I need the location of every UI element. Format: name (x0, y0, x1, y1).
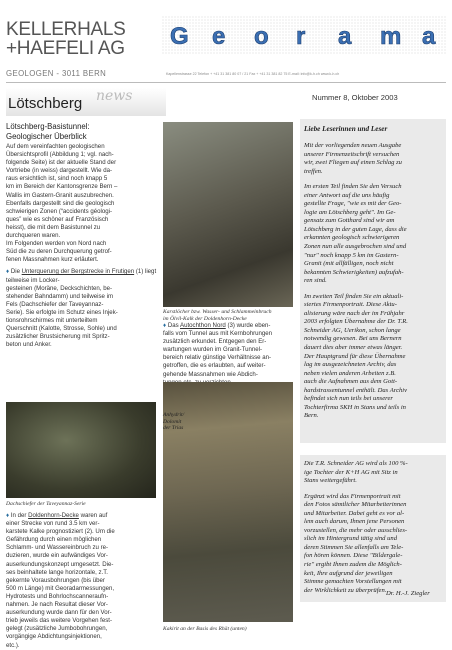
editorial-line: 2003 erfolgten Übernahme der Dr. T.R. (304, 318, 408, 326)
body-line: duzieren, wurde ein aufwändiges Vor- (6, 552, 108, 560)
editorial-line: alisierung wäre nach der im Frühjahr (304, 309, 405, 317)
body-line: trieb jeweils das weitere Vorgehen fest- (6, 617, 113, 625)
contact-line: Kapellenstrasse 22 Telefon + +41 31 381 80 07 / 21 Fax + +41 31 381 82 75 E-mail: info@k-h.ch www.k-h.ch (166, 72, 340, 76)
logo-letter: a (338, 23, 352, 50)
body-line: Serie). Sie erfolgte im Schutz eines Injek- (6, 308, 118, 316)
editorial-line: befindet sich nun teils bei unserer (304, 395, 393, 403)
article-col-left-bottom (6, 512, 158, 650)
logo-letter: G (170, 23, 189, 50)
issue-number: Nummer 8, Oktober 2003 (312, 93, 398, 102)
body-line: Wallis im Gastern-Granit auszubrechen. (6, 191, 114, 199)
body-line: gesteinen (Moräne, Deckschichten, be- (6, 284, 113, 292)
editorial-greeting: Liebe Leserinnen und Leser (304, 125, 388, 133)
editorial-line: hardstrassentunnel enthält. Das Archiv (304, 386, 408, 394)
body-line: gekernte Vorausbohrungen (bis über (6, 576, 105, 584)
paragraph-gap (304, 286, 444, 293)
editorial-line: Der Hauptgrund für diese Übernahme (304, 352, 406, 360)
newsletter-title: Lötschberg (8, 95, 83, 112)
body-line: km im Bereich der Kantonsgrenze Bern – (6, 183, 118, 191)
body-line: folgende Seite) ist der aktuelle Stand der (6, 159, 117, 167)
caption-dachschiefer: Dachschiefer der Taveyannaz-Serie (6, 501, 86, 507)
firm-line-1: KELLERHALS (6, 19, 126, 40)
body-line: ses beinhaltete lange horizontale, z.T. (6, 568, 108, 576)
underlined-term: Autochthon Nord (180, 322, 226, 329)
body-line: nahmen. Je nach Resultat dieser Vor- (6, 601, 108, 609)
body-line: auserkundungskonzept umgesetzt. Die- (6, 560, 114, 568)
body-line: gelegt (zusätzliche Jumbobohrungen, (6, 625, 108, 633)
body-line: ques” wie es schöner auf Französisch (6, 215, 109, 223)
editorial-line: siertes Firmenportrait. Diese Aktu- (304, 301, 397, 309)
editorial-line: auch die Aufnahmen aus dem Gott- (304, 378, 398, 386)
editorial-line: fon hören können. Diese "Bildergale- (304, 552, 403, 560)
editorial-line: notwendig gewesen. Bei uns Bernern (304, 335, 402, 343)
article-heading (6, 122, 158, 141)
caption-kakirit: Kakirit an der Basis des Rhät (unten) (163, 626, 247, 632)
editorial-line: Die T.R. Schneider AG wird als 100 %- (304, 460, 408, 467)
editorial-line: rie" ergibt Ihnen zudem die Möglich- (304, 561, 402, 569)
article-heading-line-1: Lötschberg-Basistunnel: (6, 122, 90, 131)
body-line: getroffen, die es erlaubten, auf weiter- (163, 362, 266, 370)
editorial-line: dauert dies aber immer etwas länger. (304, 344, 403, 352)
bullet-line: ♦ Das Autochthon Nord (3) wurde eben- (163, 322, 271, 329)
body-line: raus ersichtlich ist, sind noch knapp 5 (6, 175, 108, 183)
body-line: schwierigen Zonen (“accidents géologi- (6, 207, 113, 215)
body-line: Fels (Dachschiefer der Taveyannaz- (6, 300, 104, 308)
editorial-line: deren Stimmen Sie allenfalls am Tele- (304, 543, 404, 551)
newsletter-title-suffix: news (96, 88, 133, 104)
body-line: Ebenfalls dargestellt sind die geologisch (6, 199, 115, 207)
logo-letter: o (254, 23, 269, 50)
body-line: Übersichtsprofil (Abbildung 1; vgl. nach- (6, 151, 114, 159)
editorial-line: Stimme gemachten Vorstellungen mit (304, 578, 402, 586)
editorial-line: ren sind. (304, 277, 327, 285)
editorial-line: Stans weitergeführt. (304, 477, 357, 485)
editorial-line: unserer Firmenzeitschrift versuchen (304, 150, 400, 158)
caption-trias: Anhydrit/ Dolomit der Trias (163, 412, 185, 431)
editorial-line: bekannten Schwierigkeiten) aufzufah- (304, 268, 404, 276)
georama-logo (162, 16, 446, 54)
underlined-term: Unterquerung der Bergstrecke in Frutigen (21, 268, 135, 276)
editorial-line: Granit (mit allfälligen, noch nicht (304, 260, 394, 268)
body-line: bereich relativ günstige Verhältnisse an- (163, 354, 272, 362)
header-divider (6, 82, 446, 83)
editorial-line: einer Antwort auf die uns häufig (304, 191, 390, 199)
body-line: wartungen wurden im Granit-Tunnel- (163, 346, 263, 354)
body-line: karstete Kalke prognostiziert (2). Um die (6, 528, 115, 536)
body-line: auserkundung wurde dann für den Vor- (6, 609, 112, 617)
editorial-line: vorzustellen, die mehr oder ausschlies- (304, 526, 408, 534)
body-line: Querschnitt (Kalotte, Strosse, Sohle) und (6, 325, 117, 333)
article-heading-line-2: Geologischer Überblick (6, 131, 87, 141)
bullet-icon: ♦ (163, 322, 168, 329)
caption-karst: Karstlöcher bzw. Wasser- und Schlammeinbruch im Ölvil-Kalk der Doldenhorn-Decke (163, 309, 272, 322)
body-line: heisst), die mit dem Basistunnel zu (6, 223, 101, 231)
logo-letter: a (422, 23, 436, 50)
body-line: Süd die zu deren Durchquerung getrof- (6, 248, 112, 256)
body-line: stehender Bahndamm) und teilweise im (6, 292, 114, 300)
editorial-line: Zonen nun alle ausgebrochen sind und (304, 243, 407, 251)
editorial-text-bottom (304, 460, 444, 595)
photo-karst (163, 122, 293, 307)
editorial-line: Ergänzt wird das Firmenportrait mit (304, 492, 401, 500)
editorial-line: Im ersten Teil finden Sie den Versuch (304, 183, 402, 191)
editorial-line: slich im Hintergrund tätig sind und (304, 535, 397, 543)
logo-letter: e (212, 23, 226, 50)
body-line: Gefährdung durch einen möglichen (6, 536, 102, 544)
body-line: beton und Anker. (6, 341, 52, 349)
body-line: etc.). (6, 641, 20, 649)
bullet-line: ♦ Die Unterquerung der Bergstrecke in Frutigen (1) liegt teilweise im Locker- (6, 268, 157, 284)
body-line: durchqueren waren. (6, 232, 61, 240)
body-line: Auf dem vereinfachten geologischen (6, 143, 105, 150)
editorial-signature: Dr. H.-J. Ziegler (386, 590, 430, 597)
body-line: fenen Massnahmen kurz erläutert. (6, 256, 99, 264)
editorial-line: erkannten geologisch schwierigeren (304, 234, 400, 242)
editorial-line: treffen. (304, 167, 323, 175)
bullet-icon: ♦ (6, 512, 11, 519)
body-line: zusätzlich erkundet. Entgegen den Er- (163, 338, 267, 346)
body-line: Im Folgenden werden von Nord nach (6, 240, 107, 248)
bullet-icon: ♦ (6, 268, 11, 276)
body-line: zusätzlicher Brustsicherung mit Spritz- (6, 333, 110, 341)
editorial-line: Tochterfirma SKH in Stans und teils in (304, 403, 406, 411)
editorial-line: keit, Ihre aufgrund der jeweiligen (304, 569, 393, 577)
editorial-line: wir, zwei Fliegen auf einen Schlag zu (304, 159, 402, 167)
editorial-line: und Mitarbeiter. Dabei geht es vor al- (304, 509, 405, 517)
editorial-line: Schneider AG, Uerikon, schon lange (304, 326, 401, 334)
body-line: Hydrotests und Bohrlochscanneraufn- (6, 592, 109, 600)
editorial-line: Lötschberg in der guten Lage, dass die (304, 225, 407, 233)
editorial-line: logie am Lötschberg geht". Im Ge- (304, 208, 396, 216)
editorial-line: neben vielen anderen Arbeiten z.B. (304, 369, 396, 377)
editorial-line: "nur" noch knapp 5 km im Gastern- (304, 251, 399, 259)
body-line: tionsrohrschirmes mit unterteiltem (6, 316, 98, 324)
editorial-line: Mit der vorliegenden neuen Ausgabe (304, 142, 402, 149)
body-line: Vortriebe (in weiss) dargestellt. Wie da- (6, 167, 113, 175)
bullet-line: ♦ In der Doldenhorn-Decke waren auf (6, 512, 108, 519)
editorial-line: lag im ausgezeichneten Archiv, das (304, 361, 397, 369)
paragraph-gap (304, 486, 444, 493)
firm-name (6, 20, 131, 58)
editorial-line: der Wirklichkeit zu überprüfen. (304, 586, 387, 594)
body-line: gehende Massnahmen wie Abdich- (163, 370, 258, 378)
body-line: Schlamm- und Wassereinbruch zu re- (6, 544, 109, 552)
editorial-line: Im zweiten Teil finden Sie ein aktuali- (304, 292, 404, 300)
firm-location: GEOLOGEN - 3011 BERN (6, 69, 107, 78)
logo-letter: m (380, 23, 402, 50)
editorial-line: lem auch darum, Ihnen jene Personen (304, 518, 405, 526)
body-line: 500 m Länge) mit Georadarmessungen, (6, 584, 115, 592)
photo-dachschiefer (6, 402, 156, 498)
firm-line-2: +HAEFELI AG (6, 38, 125, 59)
editorial-line: den Fotos sämtlicher Mitarbeiterinnen (304, 501, 407, 509)
editorial-line: gestellte Frage, "wie es mit der Geo- (304, 200, 402, 208)
logo-letter: r (296, 23, 306, 50)
article-col-center (163, 322, 301, 387)
editorial-line: Bern. (304, 412, 319, 420)
paragraph-gap (304, 176, 444, 183)
body-line: falls vom Tunnel aus mit Kernbohrungen (163, 330, 273, 338)
article-col-left-top (6, 143, 158, 349)
editorial-line: ige Tochter der K+H AG mit Sitz in (304, 468, 398, 476)
body-line: einer Strecke von rund 3.5 km ver- (6, 520, 100, 528)
editorial-line: gensatz zum Gotthard sind wir am (304, 217, 395, 225)
body-line: vorgängige Abdichtungsinjektionen, (6, 633, 102, 641)
editorial-text-top (304, 142, 444, 421)
underlined-term: Doldenhorn-Decke (28, 512, 79, 519)
